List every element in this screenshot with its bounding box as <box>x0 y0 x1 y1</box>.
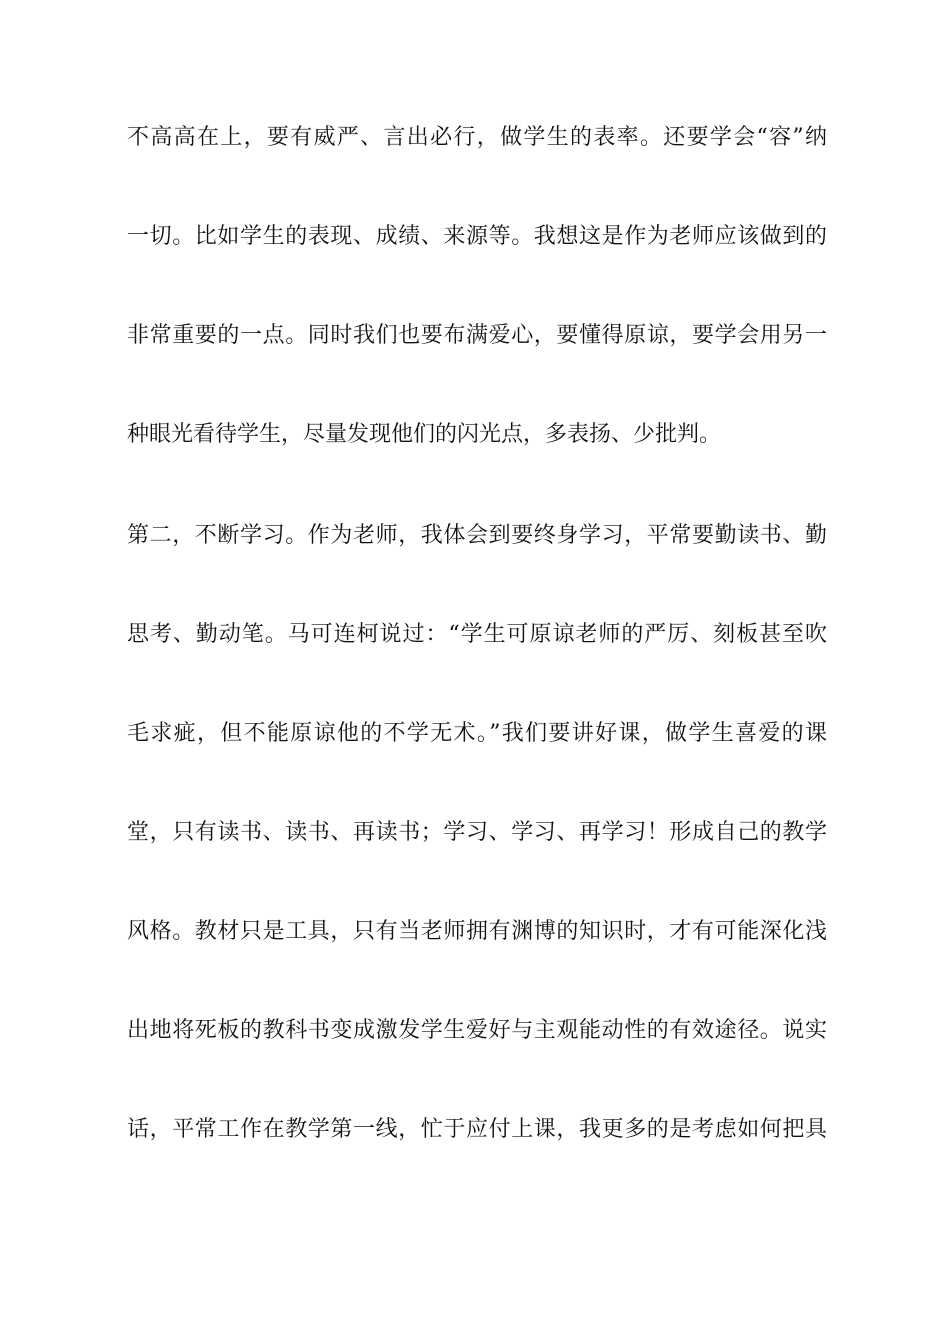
text-line: 思考、勤动笔。马可连柯说过：“学生可原谅老师的严厉、刻板甚至吹 <box>127 622 827 647</box>
text-line: 一切。比如学生的表现、成绩、来源等。我想这是作为老师应该做到的 <box>127 224 827 249</box>
text-line: 话，平常工作在教学第一线，忙于应付上课，我更多的是考虑如何把具 <box>127 1117 827 1142</box>
text-line: 种眼光看待学生，尽量发现他们的闪光点，多表扬、少批判。 <box>127 422 722 447</box>
text-line: 堂，只有读书、读书、再读书；学习、学习、再学习！形成自己的教学 <box>127 820 827 845</box>
text-line: 第二，不断学习。作为老师，我体会到要终身学习，平常要勤读书、勤 <box>127 523 827 548</box>
text-line: 风格。教材只是工具，只有当老师拥有渊博的知识时，才有可能深化浅 <box>127 919 827 944</box>
text-line: 不高高在上，要有威严、言出必行，做学生的表率。还要学会“容”纳 <box>127 125 827 150</box>
text-line: 毛求疵，但不能原谅他的不学无术。”我们要讲好课，做学生喜爱的课 <box>127 721 827 746</box>
text-line: 非常重要的一点。同时我们也要布满爱心，要懂得原谅，要学会用另一 <box>127 323 827 348</box>
text-line: 出地将死板的教科书变成激发学生爱好与主观能动性的有效途径。说实 <box>127 1018 827 1043</box>
